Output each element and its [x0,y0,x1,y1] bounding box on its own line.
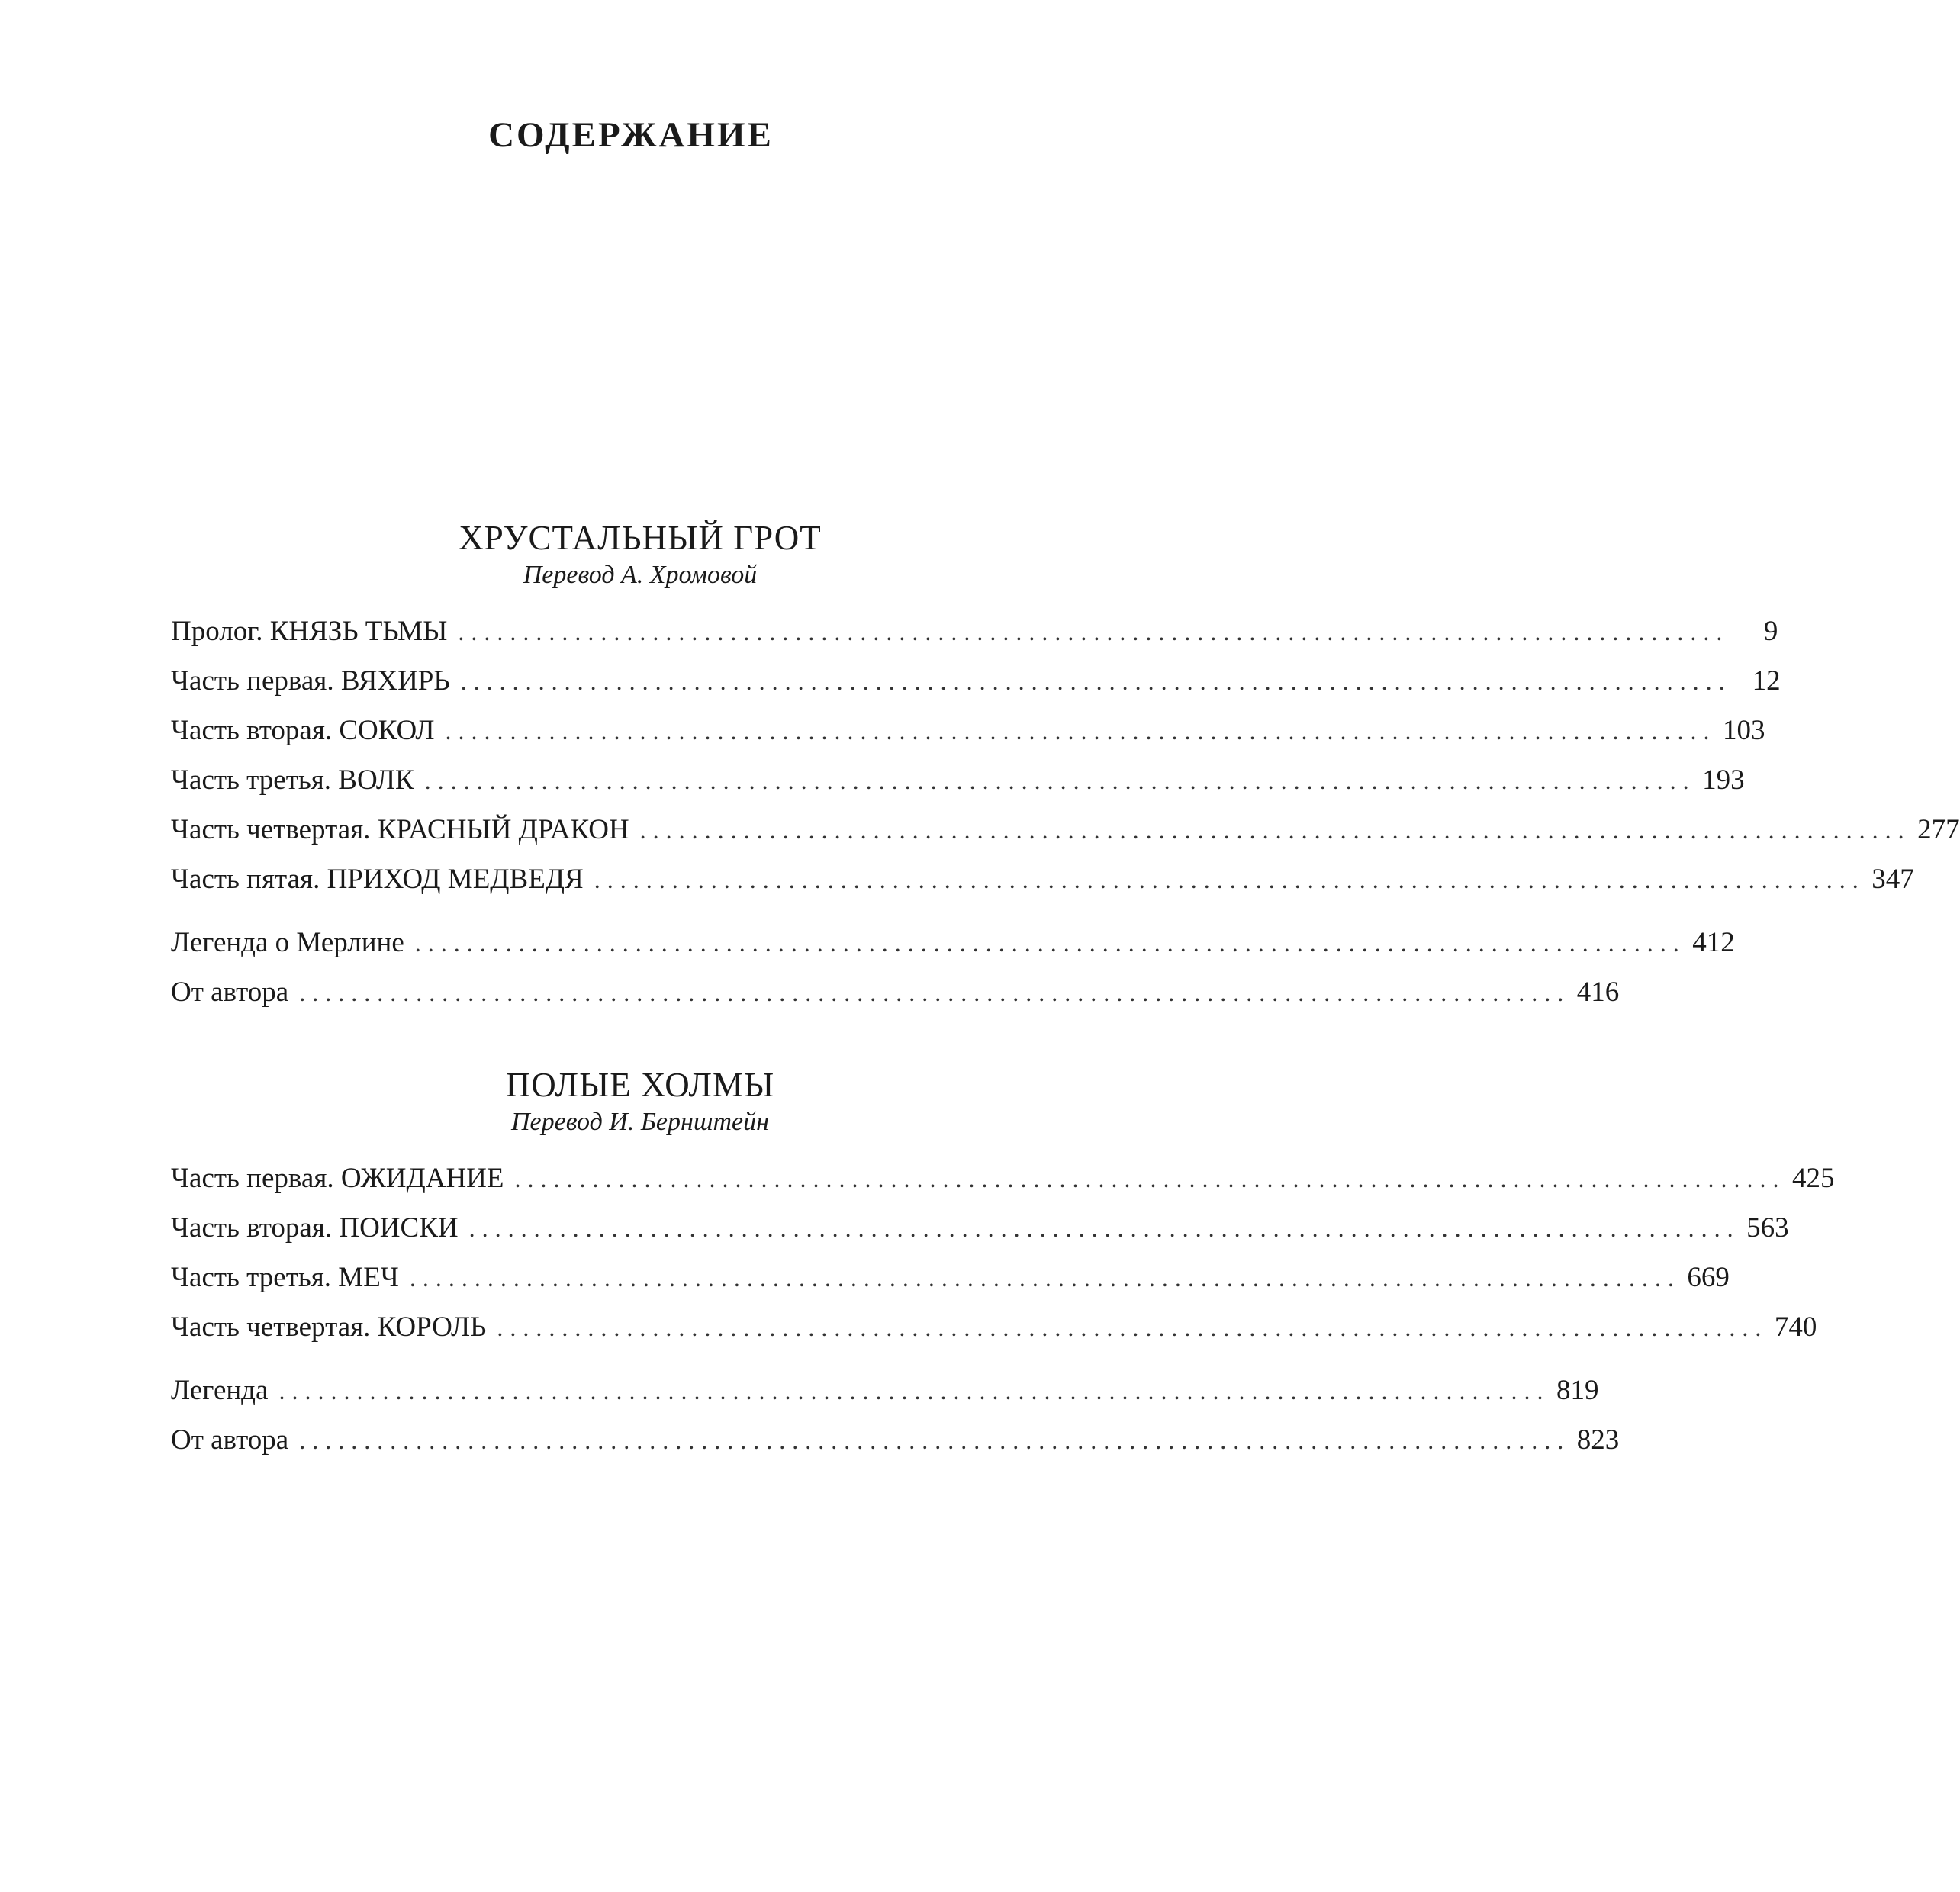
toc-leader-dots: .................................................................................................. [468,1215,1740,1242]
toc-entry-label: Часть пятая. ПРИХОД МЕДВЕДЯ [171,864,584,895]
toc-leader-dots: .................................................................................................. [497,1314,1769,1341]
section-translator: Перевод А. Хромовой [523,561,758,589]
toc-entry-page: 347 [1871,864,1914,895]
toc-entry[interactable] [171,926,1735,976]
toc-entry[interactable] [171,764,1745,813]
page-title: СОДЕРЖАНИЕ [488,115,774,155]
toc-leader-dots: .................................................................................................. [594,866,1865,893]
toc-entry[interactable] [171,1424,1620,1473]
toc-entry-label: Легенда [171,1375,269,1406]
toc-entry-label: Пролог. КНЯЗЬ ТЬМЫ [171,616,448,647]
toc-entry[interactable] [171,976,1620,1025]
toc-entry-page: 193 [1702,764,1745,796]
toc-entry-page: 669 [1687,1262,1730,1293]
toc-leader-dots: .................................................................................................. [414,929,1686,957]
toc-entry-page: 12 [1752,665,1781,697]
toc-entry-label: Часть третья. МЕЧ [171,1262,399,1293]
toc-leader-dots: .................................................................................................. [445,717,1717,745]
toc-leader-dots: .................................................................................................. [278,1377,1550,1405]
toc-entry-label: Часть первая. ОЖИДАНИЕ [171,1163,504,1194]
toc-entry-label: От автора [171,1424,289,1456]
toc-entry-page: 819 [1556,1375,1599,1406]
toc-entry-label: Часть третья. ВОЛК [171,764,414,796]
toc-leader-dots: .................................................................................................. [514,1165,1786,1192]
toc-leader-dots: .................................................................................................. [299,979,1571,1006]
toc-entry-label: Часть первая. ВЯХИРЬ [171,665,450,697]
toc-leader-dots: .................................................................................................. [458,618,1730,645]
toc-entry-label: Часть четвертая. КОРОЛЬ [171,1311,487,1343]
section-translator: Перевод И. Бернштейн [510,1108,770,1136]
toc-entry[interactable] [171,615,1778,664]
toc-extras-list [171,1374,1620,1473]
toc-leader-dots: .................................................................................................. [639,816,1911,844]
toc-leader-dots: .................................................................................................. [299,1427,1571,1454]
toc-entry-page: 412 [1692,927,1735,958]
toc-leader-dots: .................................................................................................. [409,1264,1681,1292]
toc-entry-page: 740 [1774,1311,1817,1343]
toc-entry[interactable] [171,1374,1599,1424]
toc-entry-label: Часть четвертая. КРАСНЫЙ ДРАКОН [171,814,629,845]
toc-entry-page: 103 [1722,715,1765,746]
toc-entry-page: 9 [1763,616,1778,647]
toc-entry[interactable] [171,1211,1789,1261]
toc-entry-page: 416 [1576,977,1620,1008]
toc-entry-label: Часть вторая. ПОИСКИ [171,1212,459,1244]
toc-entry[interactable] [171,813,1960,863]
toc-parts-list [171,1162,1835,1360]
toc-entry[interactable] [171,1162,1835,1211]
toc-parts-list [171,615,1960,912]
toc-section [171,516,1960,1025]
toc-entry-page: 823 [1576,1424,1620,1456]
toc-entry-page: 563 [1746,1212,1789,1244]
toc-entry-label: Легенда о Мерлине [171,927,404,958]
toc-entry[interactable] [171,714,1765,764]
toc-entry-label: От автора [171,977,289,1008]
toc-entry[interactable] [171,664,1781,714]
toc-leader-dots: .................................................................................................. [424,767,1696,794]
section-title: ХРУСТАЛЬНЫЙ ГРОТ [459,519,822,557]
toc-entry-label: Часть вторая. СОКОЛ [171,715,435,746]
toc-entry[interactable] [171,1261,1730,1311]
section-title: ПОЛЫЕ ХОЛМЫ [505,1066,775,1104]
toc-entry-page: 425 [1792,1163,1835,1194]
toc-entry[interactable] [171,863,1914,912]
toc-section [171,1063,1835,1473]
toc-leader-dots: .................................................................................................. [460,668,1732,695]
toc-extras-list [171,926,1735,1025]
toc-entry[interactable] [171,1311,1817,1360]
toc-entry-page: 277 [1917,814,1960,845]
